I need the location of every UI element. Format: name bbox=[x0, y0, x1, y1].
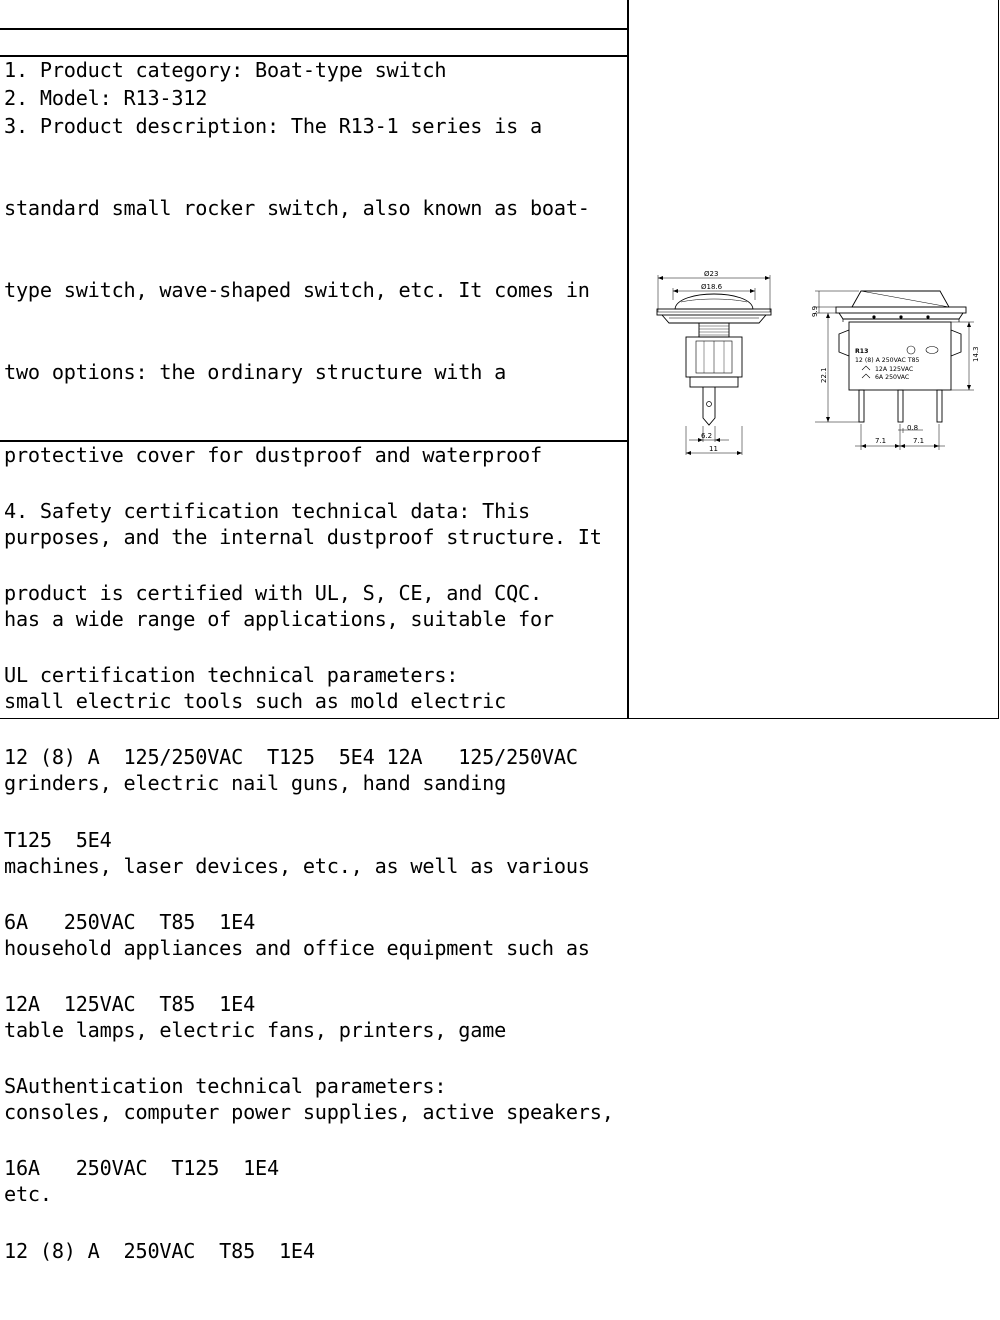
description-line: household appliances and office equipment such as bbox=[4, 935, 590, 960]
safety-line: 12 (8) A 250VAC T85 1E4 bbox=[4, 1238, 315, 1263]
description-line: machines, laser devices, etc., as well as various bbox=[4, 853, 590, 878]
safety-line: 4. Safety certification technical data: This bbox=[4, 498, 530, 523]
drawing-column bbox=[629, 0, 999, 719]
label-line-model: R13 bbox=[855, 348, 869, 355]
description-line: protective cover for dustproof and waterproof bbox=[4, 442, 542, 467]
description-line: has a wide range of applications, suitable for bbox=[4, 607, 554, 632]
description-line: two options: the ordinary structure with a bbox=[4, 360, 507, 385]
label-line-rating: 12A 125VAC bbox=[875, 366, 914, 373]
cqc-mark-icon bbox=[926, 347, 938, 354]
ul-mark-icon bbox=[862, 366, 870, 378]
product-category-text: 1. Product category: Boat-type switch bbox=[4, 57, 447, 82]
safety-line: SAuthentication technical parameters: bbox=[4, 1074, 447, 1099]
description-line: table lamps, electric fans, printers, game bbox=[4, 1018, 507, 1043]
dim-pin-width: 0.8 bbox=[907, 424, 919, 432]
safety-line: T125 5E4 bbox=[4, 827, 112, 852]
description-line: consoles, computer power supplies, active speakers, bbox=[4, 1100, 614, 1125]
dim-h22: 22.1 bbox=[820, 367, 828, 383]
safety-line: 6A 250VAC T85 1E4 bbox=[4, 909, 256, 934]
dim-h14: 14.3 bbox=[972, 346, 980, 362]
dim-h9: 9.9 bbox=[811, 305, 819, 317]
switch-technical-drawing bbox=[629, 0, 999, 719]
description-line: etc. bbox=[4, 1182, 52, 1207]
s-mark-icon bbox=[907, 346, 915, 354]
safety-line: product is certified with UL, S, CE, and CQC. bbox=[4, 581, 542, 606]
description-line: 3. Product description: The R13-1 series is a bbox=[4, 113, 542, 138]
safety-line: UL certification technical parameters: bbox=[4, 663, 459, 688]
front-view-drawing bbox=[657, 275, 771, 455]
label-line-rating: 6A 250VAC bbox=[875, 374, 910, 381]
switch-body-label bbox=[855, 348, 920, 381]
label-line-rating: 12 (8) A 250VAC T85 bbox=[855, 357, 920, 364]
safety-line: 16A 250VAC T125 1E4 bbox=[4, 1156, 279, 1181]
description-line: type switch, wave-shaped switch, etc. It comes in bbox=[4, 278, 590, 303]
safety-line: 12A 125VAC T85 1E4 bbox=[4, 992, 256, 1017]
product-category-row bbox=[0, 0, 627, 82]
dim-w6: 6.2 bbox=[701, 432, 713, 440]
safety-line: 12 (8) A 125/250VAC T125 5E4 12A 125/250VAC bbox=[4, 745, 578, 770]
description-line: small electric tools such as mold electric bbox=[4, 689, 507, 714]
model-text: 2. Model: R13-312 bbox=[4, 85, 208, 110]
dim-pitch-a: 7.1 bbox=[875, 437, 887, 445]
description-line: standard small rocker switch, also known as boat- bbox=[4, 196, 590, 221]
description-line: purposes, and the internal dustproof structure. It bbox=[4, 524, 602, 549]
description-line: grinders, electric nail guns, hand sanding bbox=[4, 771, 507, 796]
dim-d18: Ø18.6 bbox=[701, 283, 723, 291]
dim-w11: 11 bbox=[709, 445, 718, 453]
dim-pitch-b: 7.1 bbox=[913, 437, 925, 445]
dim-d23: Ø23 bbox=[704, 270, 719, 278]
